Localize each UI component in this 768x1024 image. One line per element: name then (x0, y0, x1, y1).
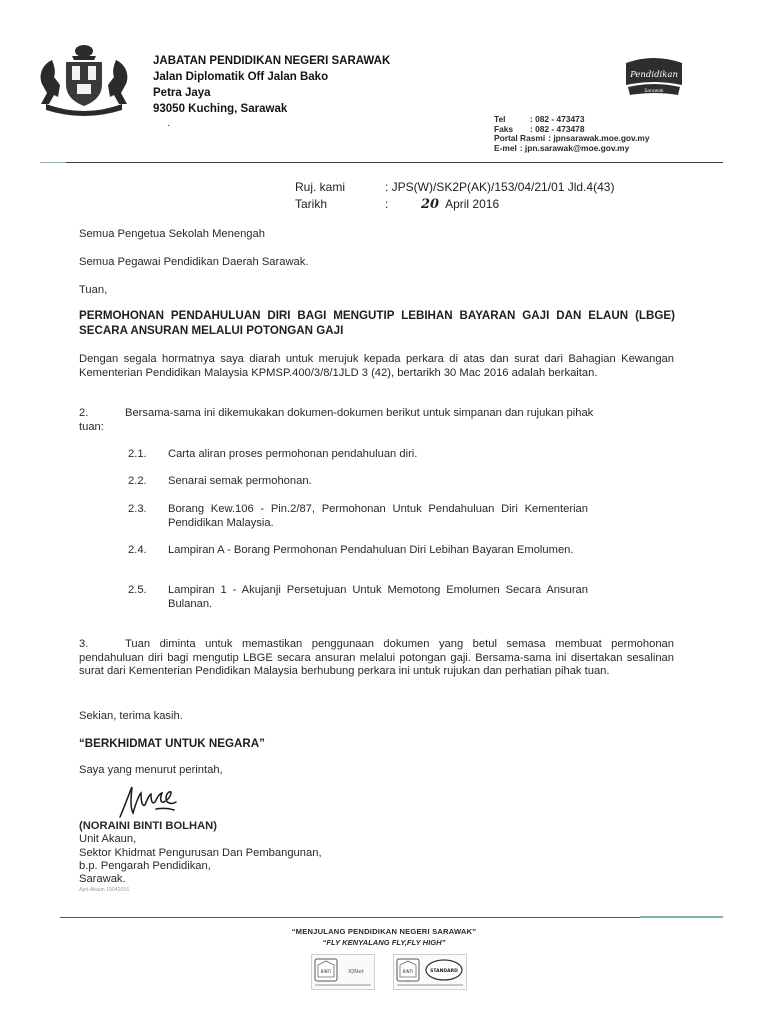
contact-label: Faks (494, 123, 514, 134)
contact-label: Tel (494, 114, 506, 124)
cert-mark-4: STANDARD (430, 969, 458, 974)
contact-value: : jpn.sarawak@moe.gov.my (519, 142, 630, 153)
badge-text-1: Pendidikan (630, 70, 678, 80)
cert-mark-3: BINTI (402, 969, 414, 974)
signer-name: (NORAINI BINTI BOLHAN) (79, 820, 217, 832)
contact-row-email (494, 144, 650, 154)
footer-slogan: “MENJULANG PENDIDIKAN NEGERI SARAWAK” (291, 927, 477, 936)
certification-logos-left (311, 954, 375, 990)
address-line-1: Jalan Diplomatik Off Jalan Bako (153, 71, 329, 83)
stray-dot: · (167, 120, 171, 131)
footer-divider-accent (640, 916, 723, 918)
list-item-text: Borang Kew.106 - Pin.2/87, Permohonan Untuk Pendahuluan Diri Kementerian Pendidikan Malaysia. (168, 503, 588, 529)
agency-block (153, 53, 390, 117)
contact-label: E-mel (494, 142, 517, 153)
file-code: Apd-Akaun 19042016 (79, 887, 130, 893)
paragraph-2-text: Bersama-sama ini dikemukakan dokumen-dokumen berikut untuk simpanan dan rujukan pihak (125, 407, 594, 419)
paragraph-3-text: Tuan diminta untuk memastikan penggunaan dokumen yang betul semasa membuat permohonan pendahuluan diri bagi mengutip LBGE secara ansuran melalui potongan gaji. Bersama-sama ini disertakan sesalinan surat dari Kementerian Pendidikan Malaysia berhubung perkara ini untuk rujukan dan perhatian pihak tuan. (79, 638, 674, 678)
list-item-number: 2.3. (128, 503, 147, 515)
tarikh-label: Tarikh (295, 197, 328, 211)
footer-divider (60, 917, 723, 918)
subject-heading: PERMOHONAN PENDAHULUAN DIRI BAGI MENGUTIP LEBIHAN BAYARAN GAJI DAN ELAUN (LBGE) SECARA ANSURAN MELALUI POTONGAN GAJI (79, 309, 675, 337)
signer-line: Unit Akaun, (79, 833, 137, 846)
list-item-text: Lampiran 1 - Akujanji Persetujuan Untuk Memotong Emolumen Secara Ansuran Bulanan. (168, 584, 588, 610)
contact-block (494, 115, 650, 153)
ruj-label: Ruj. kami (295, 180, 346, 194)
signer-line: b.p. Pengarah Pendidikan, (79, 859, 211, 872)
signature-icon (116, 783, 184, 823)
recipient-line: Semua Pegawai Pendidikan Daerah Sarawak. (79, 256, 309, 268)
signer-line: Sektor Khidmat Pengurusan Dan Pembangunan, (79, 846, 322, 859)
list-item-text: Carta aliran proses permohonan pendahuluan diri. (168, 448, 418, 460)
recipient-line: Semua Pengetua Sekolah Menengah (79, 228, 265, 240)
list-item-number: 2.4. (128, 544, 147, 556)
paragraph-1: Dengan segala hormatnya saya diarah untuk merujuk kepada perkara di atas dan surat dari Bahagian Kewangan Kementerian Pendidikan Malaysia KPMSP.400/3/8/1JLD 3 (42), bertarikh 30 Mac 2016 adalah berkaitan. (79, 353, 674, 379)
tarikh-value (399, 196, 499, 213)
cert-mark-2: IQNet (348, 969, 364, 975)
ruj-value: : JPS(W)/SK2P(AK)/153/04/21/01 Jld.4(43) (385, 180, 615, 194)
header-divider-accent (40, 162, 66, 163)
list-item-number: 2.1. (128, 448, 147, 460)
pendidikan-sarawak-logo (624, 55, 684, 101)
certification-badge-icon (394, 955, 466, 989)
header-divider (66, 162, 723, 163)
list-item-text: Senarai semak permohonan. (168, 475, 312, 487)
contact-value: : jpnsarawak.moe.gov.my (548, 133, 650, 144)
address-line-2: Petra Jaya (153, 87, 211, 99)
certification-badge-icon (312, 955, 374, 989)
badge-text-2: Sarawak (644, 89, 664, 94)
footer-slogan-tagline: “FLY KENYALANG FLY,FLY HIGH” (322, 938, 446, 947)
agency-name: JABATAN PENDIDIKAN NEGERI SARAWAK (153, 55, 391, 67)
paragraph-3-number: 3. (79, 638, 89, 650)
signer-line: Sarawak. (79, 873, 126, 886)
salutation: Tuan, (79, 284, 108, 296)
paragraph-2-number: 2. (79, 407, 89, 419)
list-item-number: 2.2. (128, 475, 147, 487)
list-item-number: 2.5. (128, 584, 147, 596)
certification-logos-right (393, 954, 467, 990)
tarikh-separator: : (385, 197, 389, 211)
closing: Sekian, terima kasih. (79, 710, 183, 722)
handwritten-day: 20 (421, 197, 440, 212)
contact-label: Portal Rasmi (494, 133, 546, 144)
motto: “BERKHIDMAT UNTUK NEGARA” (79, 737, 265, 750)
list-item-text: Lampiran A - Borang Permohonan Pendahuluan Diri Lebihan Bayaran Emolumen. (168, 544, 574, 556)
contact-value: : 082 - 473478 (530, 123, 585, 134)
coat-of-arms-icon (32, 42, 136, 116)
sign-off: Saya yang menurut perintah, (79, 764, 223, 776)
address-line-3: 93050 Kuching, Sarawak (153, 103, 288, 115)
contact-value: : 082 - 473473 (530, 114, 585, 124)
signer-block (79, 820, 322, 886)
paragraph-2-continuation: tuan: (79, 421, 104, 433)
cert-mark-1: BINTI (320, 969, 332, 974)
printed-date: April 2016 (445, 197, 500, 211)
